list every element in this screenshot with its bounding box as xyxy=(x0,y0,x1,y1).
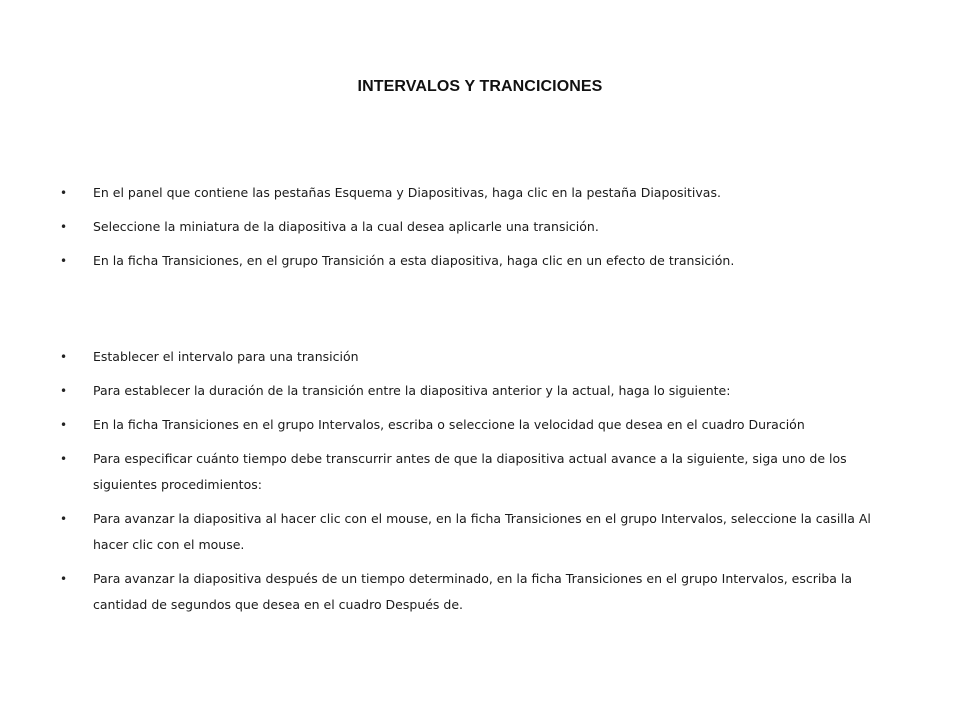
bullet-item: • En la ficha Transiciones en el grupo Intervalos, escriba o seleccione la velocidad que desea en el cuadro Duración xyxy=(60,412,900,438)
slide-title: INTERVALOS Y TRANCICIONES xyxy=(357,78,603,95)
bullet-list-intervals xyxy=(60,344,900,626)
bullet-item: • Establecer el intervalo para una transición xyxy=(60,344,900,370)
bullet-list-steps xyxy=(60,180,900,282)
bullet-item: • Para establecer la duración de la transición entre la diapositiva anterior y la actual, haga lo siguiente: xyxy=(60,378,900,404)
bullet-item: • Para especificar cuánto tiempo debe transcurrir antes de que la diapositiva actual avance a la siguiente, siga uno de los siguientes procedimientos: xyxy=(60,446,900,498)
bullet-item: • En la ficha Transiciones, en el grupo Transición a esta diapositiva, haga clic en un efecto de transición. xyxy=(60,248,900,274)
bullet-item: • Seleccione la miniatura de la diapositiva a la cual desea aplicarle una transición. xyxy=(60,214,900,240)
bullet-item: • Para avanzar la diapositiva al hacer clic con el mouse, en la ficha Transiciones en el grupo Intervalos, seleccione la casilla Al hacer clic con el mouse. xyxy=(60,506,900,558)
bullet-item: • Para avanzar la diapositiva después de un tiempo determinado, en la ficha Transiciones en el grupo Intervalos, escriba la cantidad de segundos que desea en el cuadro Después de. xyxy=(60,566,900,618)
bullet-item: • En el panel que contiene las pestañas Esquema y Diapositivas, haga clic en la pestaña Diapositivas. xyxy=(60,180,900,206)
